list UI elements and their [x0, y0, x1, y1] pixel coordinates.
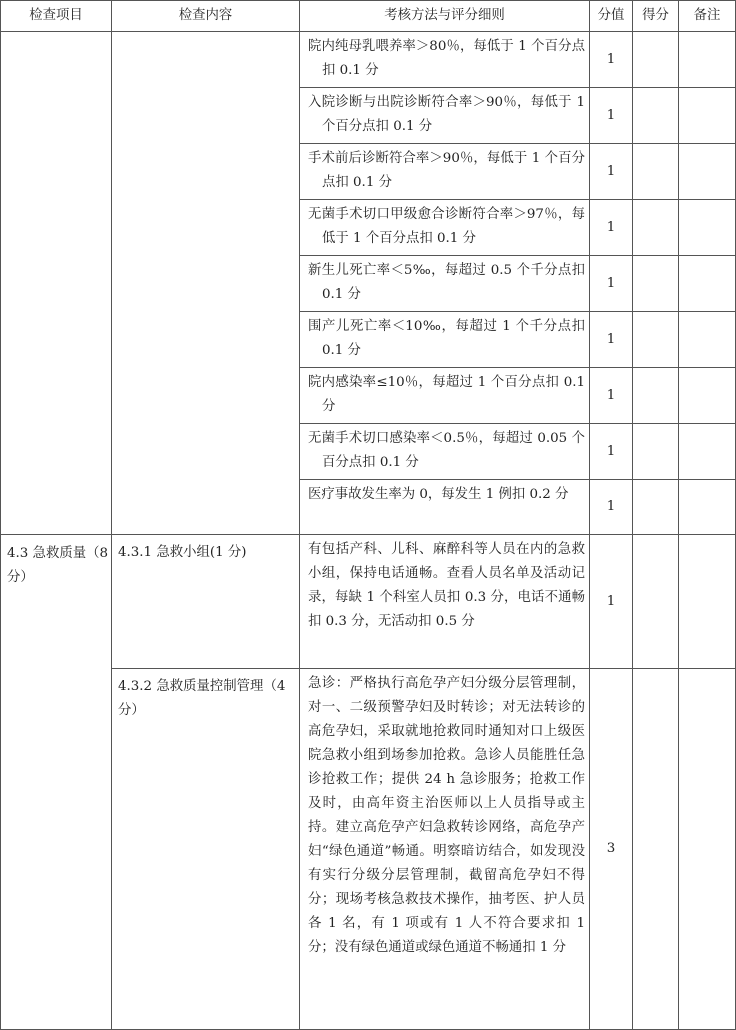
- got-cell: [633, 144, 679, 200]
- note-cell: [679, 480, 736, 535]
- method-cell: 手术前后诊断符合率＞90％，每低于 1 个百分点扣 0.1 分: [300, 144, 590, 200]
- header-content: 检查内容: [112, 1, 300, 32]
- content-cell-4-3-2: 4.3.2 急救质量控制管理（4 分）: [112, 669, 300, 1030]
- score-cell: 1: [590, 424, 633, 480]
- note-cell: [679, 32, 736, 88]
- header-score: 分值: [590, 1, 633, 32]
- score-cell: 1: [590, 144, 633, 200]
- header-got: 得分: [633, 1, 679, 32]
- item-cell-empty: [1, 32, 112, 535]
- score-cell: 1: [590, 200, 633, 256]
- header-note: 备注: [679, 1, 736, 32]
- table-row-4-3-1: [1, 535, 736, 669]
- note-cell: [679, 88, 736, 144]
- got-cell: [633, 424, 679, 480]
- got-cell: [633, 368, 679, 424]
- header-method: 考核方法与评分细则: [300, 1, 590, 32]
- score-cell-4-3-2: 3: [590, 669, 633, 1030]
- got-cell: [633, 256, 679, 312]
- method-cell: 医疗事故发生率为 0，每发生 1 例扣 0.2 分: [300, 480, 590, 535]
- header-item: 检查项目: [1, 1, 112, 32]
- header-row: [1, 1, 736, 32]
- item-cell-4-3: 4.3 急救质量（8 分）: [1, 535, 112, 1030]
- note-cell: [679, 368, 736, 424]
- score-cell: 1: [590, 256, 633, 312]
- method-cell-4-3-1: 有包括产科、儿科、麻醉科等人员在内的急救小组，保持电话通畅。查看人员名单及活动记录，每缺 1 个科室人员扣 0.3 分，电话不通畅扣 0.3 分，无活动扣 0.5 分: [300, 535, 590, 669]
- method-cell: 无菌手术切口感染率＜0.5％，每超过 0.05 个百分点扣 0.1 分: [300, 424, 590, 480]
- note-cell: [679, 312, 736, 368]
- score-cell-4-3-1: 1: [590, 535, 633, 669]
- method-cell: 无菌手术切口甲级愈合诊断符合率＞97％，每低于 1 个百分点扣 0.1 分: [300, 200, 590, 256]
- got-cell: [633, 88, 679, 144]
- got-cell: [633, 669, 679, 1030]
- score-cell: 1: [590, 88, 633, 144]
- got-cell: [633, 200, 679, 256]
- score-cell: 1: [590, 480, 633, 535]
- note-cell: [679, 669, 736, 1030]
- note-cell: [679, 200, 736, 256]
- method-cell: 围产儿死亡率＜10‰，每超过 1 个千分点扣 0.1 分: [300, 312, 590, 368]
- table-row: [1, 32, 736, 88]
- table-row-4-3-2: [1, 669, 736, 1030]
- got-cell: [633, 535, 679, 669]
- method-cell: 新生儿死亡率＜5‰，每超过 0.5 个千分点扣 0.1 分: [300, 256, 590, 312]
- got-cell: [633, 312, 679, 368]
- note-cell: [679, 424, 736, 480]
- content-cell-empty: [112, 32, 300, 535]
- content-cell-4-3-1: 4.3.1 急救小组(1 分): [112, 535, 300, 669]
- got-cell: [633, 32, 679, 88]
- method-cell-4-3-2: 急诊：严格执行高危孕产妇分级分层管理制，对一、二级预警孕妇及时转诊；对无法转诊的高危孕妇，采取就地抢救同时通知对口上级医院急救小组到场参加抢救。急诊人员能胜任急诊抢救工作；提供 24 h 急诊服务；抢救工作及时，由高年资主治医师以上人员指导或主持。建立高危孕产妇急救转诊网络，高危孕产妇“绿色通道”畅通。明察暗访结合，如发现没有实行分级分层管理制，截留高危孕妇不得分；现场考核急救技术操作，抽考医、护人员各 1 名，有 1 项或有 1 人不符合要求扣 1 分；没有绿色通道或绿色通道不畅通扣 1 分: [300, 669, 590, 1030]
- score-cell: 1: [590, 368, 633, 424]
- note-cell: [679, 144, 736, 200]
- method-cell: 院内纯母乳喂养率＞80％，每低于 1 个百分点扣 0.1 分: [300, 32, 590, 88]
- note-cell: [679, 535, 736, 669]
- method-cell: 院内感染率≤10％，每超过 1 个百分点扣 0.1 分: [300, 368, 590, 424]
- method-cell: 入院诊断与出院诊断符合率＞90％，每低于 1 个百分点扣 0.1 分: [300, 88, 590, 144]
- note-cell: [679, 256, 736, 312]
- score-cell: 1: [590, 312, 633, 368]
- score-cell: 1: [590, 32, 633, 88]
- got-cell: [633, 480, 679, 535]
